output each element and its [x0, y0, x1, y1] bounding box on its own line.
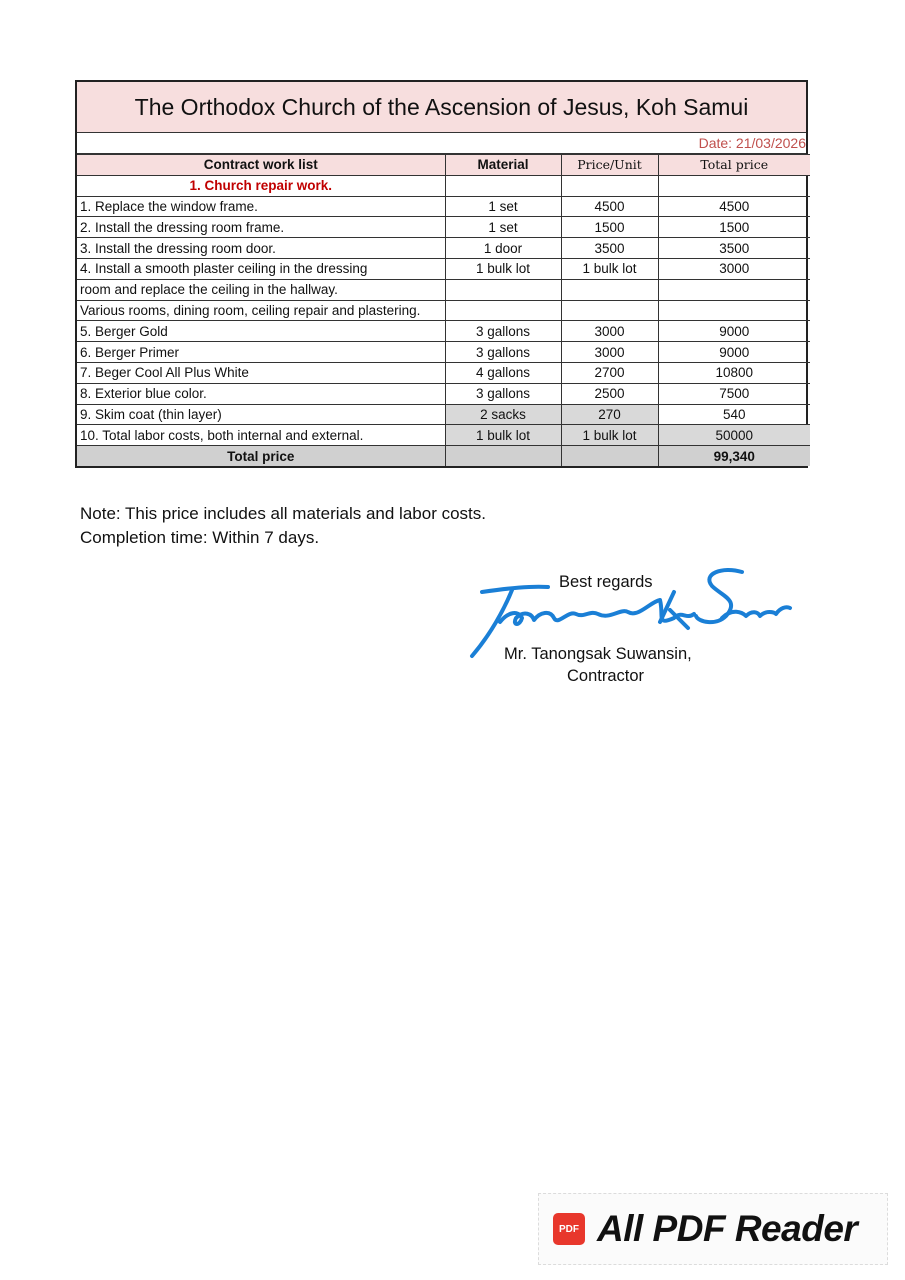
item-total: 9000 [658, 321, 810, 342]
item-material: 1 set [445, 217, 561, 238]
contract-table [77, 154, 810, 466]
item-total: 9000 [658, 342, 810, 363]
item-description: 7. Beger Cool All Plus White [77, 362, 445, 383]
item-material [445, 279, 561, 300]
app-watermark [538, 1193, 888, 1265]
item-unit-price [561, 300, 658, 321]
note-line-completion: Completion time: Within 7 days. [80, 528, 320, 547]
item-unit-price: 1 bulk lot [561, 258, 658, 279]
section-title: 1. Church repair work. [77, 175, 445, 196]
item-total: 7500 [658, 383, 810, 404]
table-row [77, 425, 810, 446]
item-material: 1 bulk lot [445, 258, 561, 279]
item-material: 3 gallons [445, 342, 561, 363]
item-total: 1500 [658, 217, 810, 238]
total-value: 99,340 [658, 446, 810, 467]
table-row [77, 321, 810, 342]
table-row [77, 362, 810, 383]
table-header-row [77, 155, 810, 176]
section-row [77, 175, 810, 196]
date-row [77, 133, 806, 154]
quotation-sheet [75, 80, 808, 468]
table-row [77, 383, 810, 404]
item-material: 3 gallons [445, 321, 561, 342]
item-unit-price: 4500 [561, 196, 658, 217]
item-total: 540 [658, 404, 810, 425]
table-row [77, 342, 810, 363]
table-row [77, 217, 810, 238]
header-price-unit: Price/Unit [561, 155, 658, 176]
best-regards: Best regards [559, 573, 653, 591]
document-date: Date: 21/03/2026 [698, 135, 806, 151]
table-row [77, 404, 810, 425]
item-material: 1 bulk lot [445, 425, 561, 446]
item-material: 4 gallons [445, 362, 561, 383]
item-unit-price: 1 bulk lot [561, 425, 658, 446]
item-total: 3000 [658, 258, 810, 279]
item-material [445, 300, 561, 321]
item-material: 3 gallons [445, 383, 561, 404]
item-material: 2 sacks [445, 404, 561, 425]
item-total [658, 279, 810, 300]
document-title: The Orthodox Church of the Ascension of Jesus, Koh Samui [77, 82, 806, 133]
item-description: 1. Replace the window frame. [77, 196, 445, 217]
notes [80, 502, 486, 550]
item-unit-price: 2500 [561, 383, 658, 404]
item-description: 3. Install the dressing room door. [77, 238, 445, 259]
item-total: 4500 [658, 196, 810, 217]
table-row [77, 258, 810, 279]
item-description: 9. Skim coat (thin layer) [77, 404, 445, 425]
table-row [77, 238, 810, 259]
pdf-icon: PDF [553, 1213, 585, 1245]
item-total: 3500 [658, 238, 810, 259]
total-row [77, 446, 810, 467]
table-row [77, 279, 810, 300]
item-description: 4. Install a smooth plaster ceiling in the dressing [77, 258, 445, 279]
header-total-price: Total price [658, 155, 810, 176]
signature-text: Tanongsak Suwansin [460, 547, 612, 564]
item-total: 50000 [658, 425, 810, 446]
item-description: Various rooms, dining room, ceiling repair and plastering. [77, 300, 445, 321]
item-description: 5. Berger Gold [77, 321, 445, 342]
item-unit-price: 270 [561, 404, 658, 425]
table-row [77, 300, 810, 321]
item-material: 1 set [445, 196, 561, 217]
note-line-price: Note: This price includes all materials and labor costs. [80, 504, 486, 523]
item-material: 1 door [445, 238, 561, 259]
item-description: 8. Exterior blue color. [77, 383, 445, 404]
item-unit-price: 3500 [561, 238, 658, 259]
item-total: 10800 [658, 362, 810, 383]
item-unit-price: 3000 [561, 342, 658, 363]
item-description: 10. Total labor costs, both internal and external. [77, 425, 445, 446]
item-description: room and replace the ceiling in the hallway. [77, 279, 445, 300]
contractor-role: Contractor [567, 667, 645, 685]
item-description: 6. Berger Primer [77, 342, 445, 363]
contractor-name: Mr. Tanongsak Suwansin, [504, 645, 692, 663]
table-row [77, 196, 810, 217]
header-contract-work-list: Contract work list [77, 155, 445, 176]
header-material: Material [445, 155, 561, 176]
item-unit-price [561, 279, 658, 300]
watermark-brand: All PDF Reader [597, 1208, 858, 1249]
item-total [658, 300, 810, 321]
item-description: 2. Install the dressing room frame. [77, 217, 445, 238]
item-unit-price: 3000 [561, 321, 658, 342]
item-unit-price: 2700 [561, 362, 658, 383]
total-label: Total price [77, 446, 445, 467]
item-unit-price: 1500 [561, 217, 658, 238]
